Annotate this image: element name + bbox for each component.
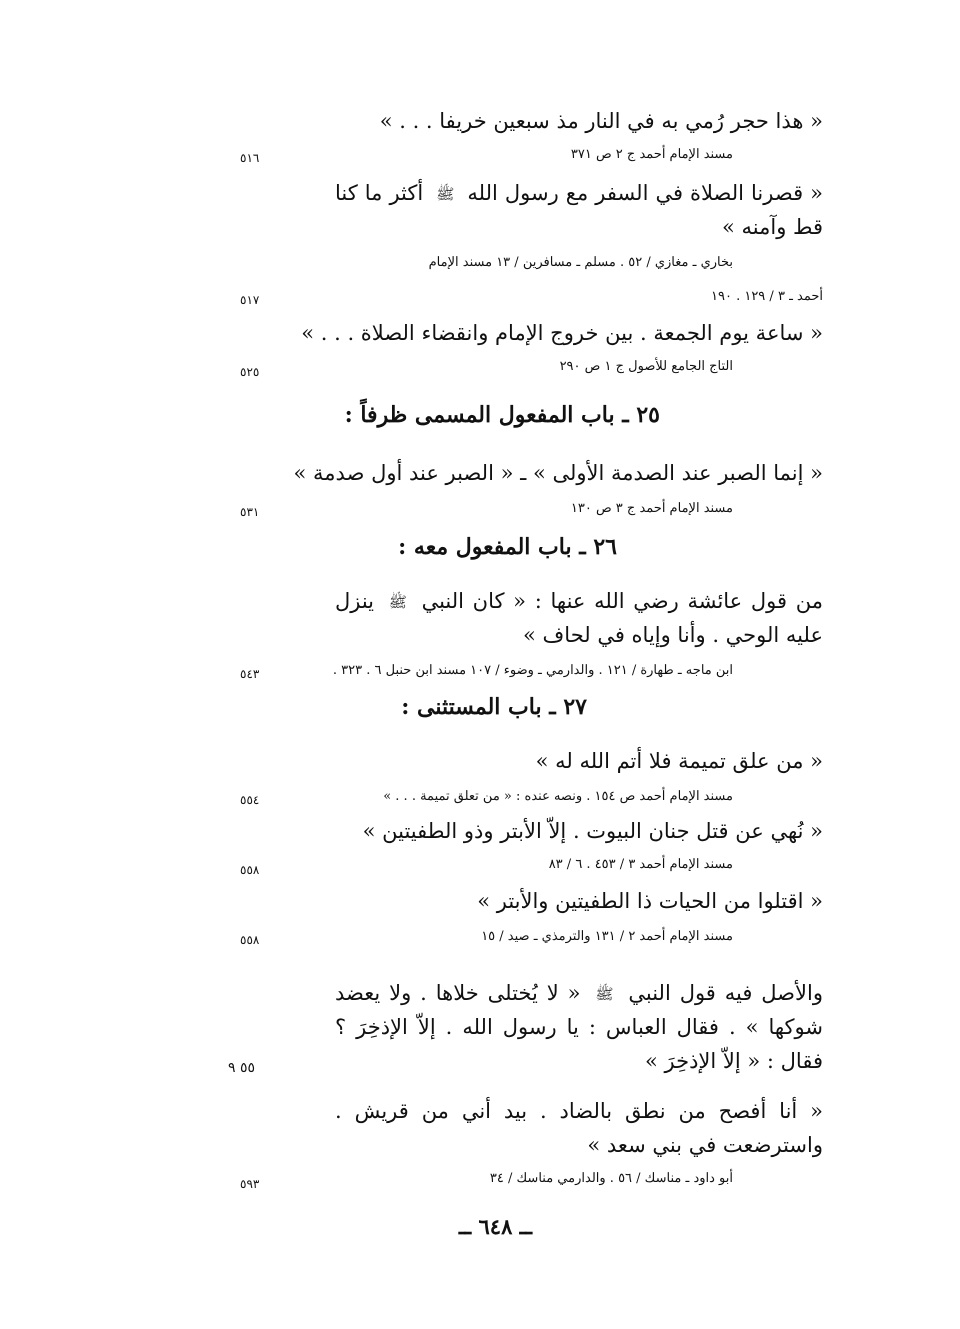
hadith-source: مسند الإمام أحمد ص ١٥٤ . ونصه عنده : « من تعلق تميمة . . . »	[383, 789, 733, 804]
hadith-source: أبو داود ـ مناسك / ٥٦ . والدارمي مناسك / ٣٤	[489, 1171, 733, 1186]
entry-number: ٥٥ ٩	[228, 1060, 256, 1076]
hadith-quote: « ساعة يوم الجمعة . بين خروج الإمام وانقضاء الصلاة . . . »	[301, 321, 823, 345]
hadith-quote	[335, 976, 823, 1078]
entry-number: ٥٥٨	[240, 933, 260, 947]
page-number: ــ ٦٤٨ ــ	[458, 1214, 532, 1239]
entry-number: ٥٤٣	[240, 667, 260, 681]
hadith-quote	[335, 584, 823, 652]
hadith-quote: « هذا حجر رُمي به في النار مذ سبعين خريفا . . . »	[379, 109, 823, 133]
quote-text-start: والأصل فيه قول النبي	[628, 981, 823, 1005]
salutation-glyph: ﷺ	[595, 985, 614, 1003]
quote-text-start: « قصرنا الصلاة في السفر مع رسول الله	[467, 181, 823, 205]
entry-number: ٥٢٥	[240, 365, 260, 379]
hadith-source: مسند الإمام أحمد ٢ / ١٣١ والترمذي ـ صيد / ١٥	[481, 929, 733, 944]
quote-text-start: من قول عائشة رضي الله عنها : « كان النبي	[421, 589, 823, 613]
hadith-source: ابن ماجه ـ طهارة / ١٢١ . والدارمي ـ وضوء / ١٠٧ مسند ابن حنبل ٦ . ٣٢٣ .	[332, 663, 733, 678]
entry-number: ٥٥٨	[240, 863, 260, 877]
section-heading: ٢٥ ـ باب المفعول المسمى ظرفاً :	[344, 402, 660, 428]
entry-number: ٥٣١	[240, 505, 260, 519]
quote-text-end: أكثر ما كنا قط وآمنه »	[335, 181, 823, 239]
section-heading: ٢٧ ـ باب المستثنى :	[401, 694, 587, 720]
quote-text-end: ينزل عليه الوحي . وأنا وإياه في لحاف »	[335, 589, 823, 647]
hadith-source: بخاري ـ مغازي / ٥٢ . مسلم ـ مسافرين / ١٣ مسند الإمام	[428, 255, 733, 270]
entry-number: ٥١٧	[240, 293, 260, 307]
hadith-source: مسند الإمام أحمد ٣ / ٤٥٣ . ٦ / ٨٣	[548, 857, 733, 872]
hadith-quote	[335, 176, 823, 244]
hadith-quote: « اقتلوا من الحيات ذا الطفيتين والأبتر »	[477, 889, 823, 913]
entry-number: ٥٩٣	[240, 1177, 260, 1191]
section-heading: ٢٦ ـ باب المفعول معه :	[398, 534, 617, 560]
hadith-quote: « إنما الصبر عند الصدمة الأولى » ـ « الصبر عند أول صدمة »	[293, 461, 823, 485]
hadith-quote: « نُهي عن قتل جنان البيوت . إلاّ الأبتر وذو الطفيتين »	[362, 819, 823, 843]
hadith-source-continued: أحمد ـ ٣ / ١٢٩ . ١٩٠	[710, 289, 823, 304]
hadith-source: التاج الجامع للأصول ج ١ ص ٢٩٠	[559, 359, 733, 374]
hadith-quote: « من علق تميمة فلا أتم الله له »	[535, 749, 823, 773]
entry-number: ٥٥٤	[240, 793, 260, 807]
quote-text-end: « لا يُختلى خلاها . ولا يعضد شوكها » . فقال العباس : يا رسول الله . إلاّ الإذخِرَ ؟ فقال : « إلاّ الإذخِرَ »	[335, 981, 823, 1073]
hadith-source: مسند الإمام أحمد ج ٢ ص ٣٧١	[570, 147, 733, 162]
salutation-glyph: ﷺ	[388, 593, 407, 611]
hadith-quote: « أنا أفصح من نطق بالضاد . بيد أني من قريش . واسترضعت في بني سعد »	[335, 1099, 823, 1157]
hadith-source: مسند الإمام أحمد ج ٣ ص ١٣٠	[570, 501, 733, 516]
salutation-glyph: ﷺ	[436, 185, 455, 203]
entry-number: ٥١٦	[240, 151, 260, 165]
